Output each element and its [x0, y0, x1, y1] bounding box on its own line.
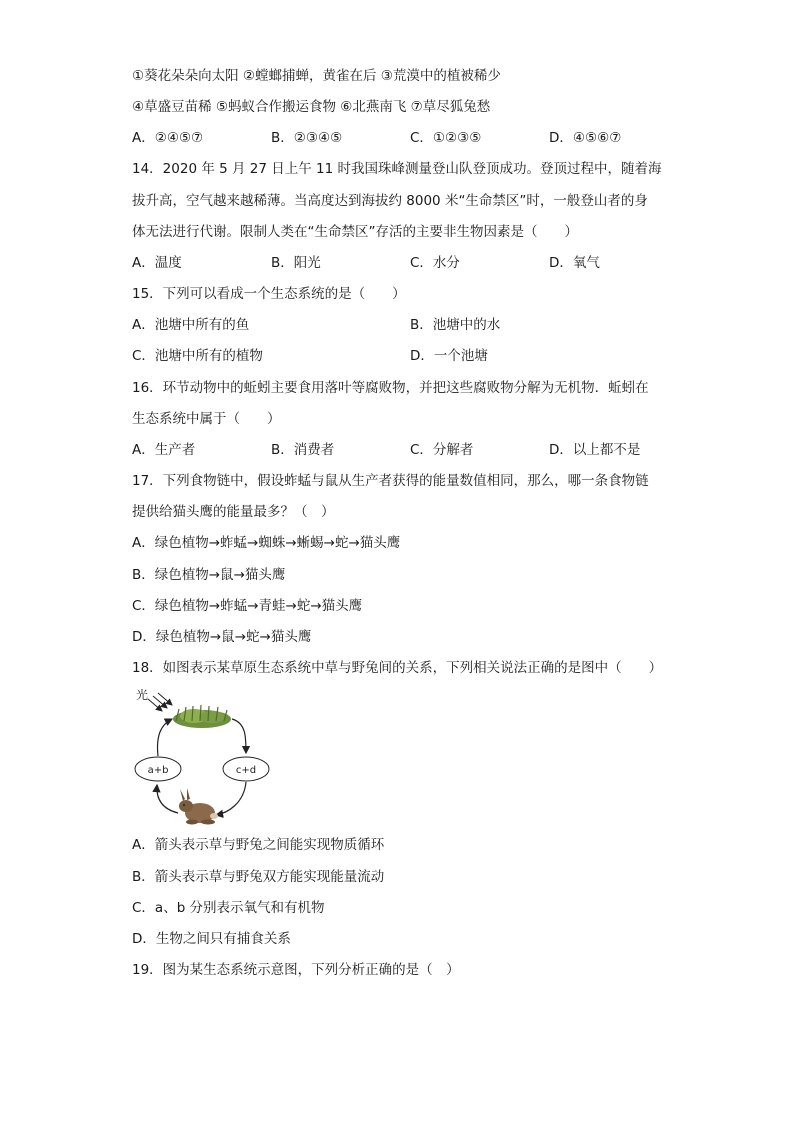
- q17-stem-line2: 提供给猫头鹰的能量最多？（ ）: [132, 504, 335, 520]
- q13-items-line1: ①葵花朵朵向太阳 ②螳螂捕蝉，黄雀在后 ③荒漠中的植被稀少: [132, 68, 501, 84]
- q15-option-a[interactable]: A．池塘中所有的鱼: [132, 317, 250, 333]
- q16-option-a[interactable]: A．生产者: [132, 442, 196, 458]
- q13-items-line2: ④草盛豆苗稀 ⑤蚂蚁合作搬运食物 ⑥北燕南飞 ⑦草尽狐兔愁: [132, 99, 491, 115]
- q18-option-c[interactable]: C．a、b 分别表示氧气和有机物: [132, 900, 325, 916]
- q14-stem-line3: 体无法进行代谢。限制人类在“生命禁区”存活的主要非生物因素是（ ）: [132, 224, 578, 240]
- rabbit-icon: [179, 788, 218, 825]
- node-a-b-label: a+b: [147, 765, 169, 776]
- q17-option-c[interactable]: C．绿色植物→蚱蜢→青蛙→蛇→猫头鹰: [132, 598, 363, 614]
- q17-stem-line1: 17．下列食物链中，假设蚱蜢与鼠从生产者获得的能量数值相同，那么，哪一条食物链: [132, 473, 649, 489]
- q14-stem-line1: 14．2020 年 5 月 27 日上午 11 时我国珠峰测量登山队登顶成功。登顶过程中，随着海: [132, 161, 662, 177]
- q14-option-c[interactable]: C．水分: [410, 255, 460, 271]
- q18-option-b[interactable]: B．箭头表示草与野兔双方能实现能量流动: [132, 869, 385, 885]
- arrow-rabbit-to-ab: [157, 785, 178, 813]
- q16-option-c[interactable]: C．分解者: [410, 442, 474, 458]
- q14-option-b[interactable]: B．阳光: [271, 255, 321, 271]
- q15-stem: 15．下列可以看成一个生态系统的是（ ）: [132, 286, 406, 302]
- q15-option-c[interactable]: C．池塘中所有的植物: [132, 348, 263, 364]
- q13-option-c[interactable]: C．①②③⑤: [410, 130, 482, 146]
- q16-stem-line2: 生态系统中属于（ ）: [132, 411, 281, 427]
- q17-option-b[interactable]: B．绿色植物→鼠→猫头鹰: [132, 567, 286, 583]
- q13-option-b[interactable]: B．②③④⑤: [271, 130, 343, 146]
- q18-stem: 18．如图表示某草原生态系统中草与野兔间的关系，下列相关说法正确的是图中（ ）: [132, 660, 663, 676]
- q14-option-d[interactable]: D．氧气: [549, 255, 600, 271]
- q18-option-a[interactable]: A．箭头表示草与野兔之间能实现物质循环: [132, 837, 385, 853]
- q19-stem: 19．图为某生态系统示意图，下列分析正确的是（ ）: [132, 962, 460, 978]
- node-c-d-label: c+d: [235, 765, 257, 776]
- q17-option-a[interactable]: A．绿色植物→蚱蜢→蜘蛛→蜥蜴→蛇→猫头鹰: [132, 535, 401, 551]
- q16-option-d[interactable]: D．以上都不是: [549, 442, 641, 458]
- q13-option-d[interactable]: D．④⑤⑥⑦: [549, 130, 622, 146]
- light-label: 光: [136, 688, 149, 702]
- q15-option-b[interactable]: B．池塘中的水: [410, 317, 501, 333]
- q18-option-d[interactable]: D．生物之间只有捕食关系: [132, 931, 291, 947]
- q15-option-d[interactable]: D．一个池塘: [410, 348, 488, 364]
- arrow-cd-to-rabbit: [216, 782, 246, 815]
- light-rays-icon: [148, 693, 172, 711]
- grass-rabbit-cycle-diagram: [132, 685, 272, 830]
- q14-stem-line2: 拔升高，空气越来越稀薄。当高度达到海拔约 8000 米“生命禁区”时，一般登山者的身: [132, 193, 648, 209]
- arrow-ab-to-grass: [158, 719, 172, 756]
- q13-option-a[interactable]: A．②④⑤⑦: [132, 130, 204, 146]
- q17-option-d[interactable]: D．绿色植物→鼠→蛇→猫头鹰: [132, 629, 312, 645]
- arrow-grass-to-cd: [232, 719, 246, 753]
- q16-option-b[interactable]: B．消费者: [271, 442, 335, 458]
- q14-option-a[interactable]: A．温度: [132, 255, 182, 271]
- q16-stem-line1: 16．环节动物中的蚯蚓主要食用落叶等腐败物，并把这些腐败物分解为无机物．蚯蚓在: [132, 380, 649, 396]
- grass-icon: [173, 705, 231, 728]
- q18-diagram: [132, 685, 272, 830]
